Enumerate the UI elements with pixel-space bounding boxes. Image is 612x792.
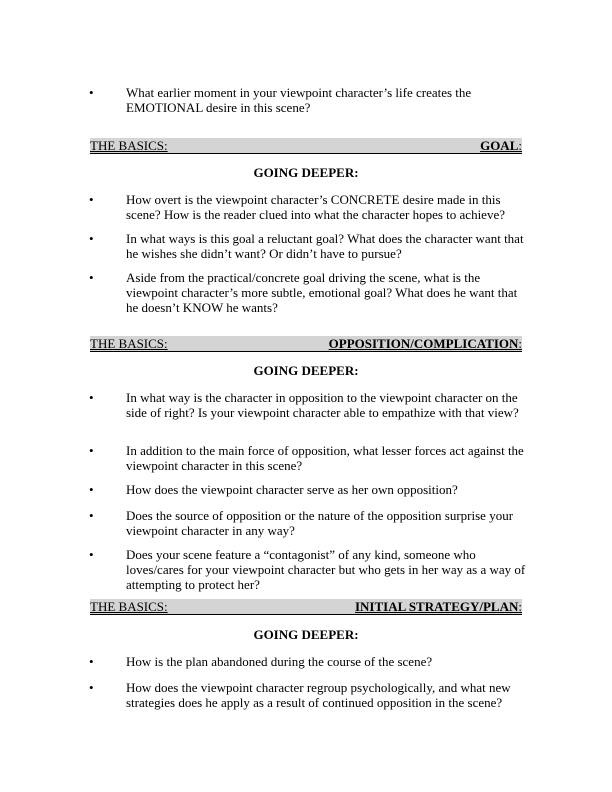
basics-bar-strategy bbox=[90, 599, 522, 615]
basics-bar-opposition bbox=[90, 336, 522, 352]
basics-topic: GOAL: bbox=[480, 138, 522, 153]
question-text: In what ways is this goal a reluctant goal? What does the character want that he wishes she didn’t want? Or didn’t have to pursue? bbox=[126, 231, 524, 261]
question-text: Aside from the practical/concrete goal driving the scene, what is the viewpoint character’s more subtle, emotional goal? What does he want that he doesn’t KNOW he wants? bbox=[126, 270, 518, 315]
bullet-icon: • bbox=[89, 192, 94, 207]
question-text: What earlier moment in your viewpoint character’s life creates the EMOTIONAL desire in this scene? bbox=[126, 85, 472, 115]
bullet-icon: • bbox=[89, 482, 94, 497]
bullet-icon: • bbox=[89, 680, 94, 695]
bullet-icon: • bbox=[89, 654, 94, 669]
section-heading: GOING DEEPER: bbox=[253, 363, 359, 378]
question-text: In addition to the main force of opposition, what lesser forces act against the viewpoint character in this scene? bbox=[126, 443, 524, 473]
basics-bar-goal bbox=[90, 138, 522, 154]
basics-topic: INITIAL STRATEGY/PLAN: bbox=[354, 599, 522, 614]
question-text: Does the source of opposition or the nature of the opposition surprise your viewpoint character in any way? bbox=[126, 508, 514, 538]
section-heading: GOING DEEPER: bbox=[253, 627, 359, 642]
bullet-icon: • bbox=[89, 508, 94, 523]
question-text: In what way is the character in opposition to the viewpoint character on the side of right? Is your viewpoint character able to empathize with that view? bbox=[126, 390, 519, 420]
question-text: How is the plan abandoned during the course of the scene? bbox=[126, 654, 433, 669]
bullet-icon: • bbox=[89, 443, 94, 458]
question-text: Does your scene feature a “contagonist” of any kind, someone who loves/cares for your viewpoint character but who gets in her way as a way of attempting to protect her? bbox=[126, 547, 526, 592]
basics-label: THE BASICS: bbox=[90, 599, 168, 614]
section-heading: GOING DEEPER: bbox=[253, 165, 359, 180]
question-text: How overt is the viewpoint character’s CONCRETE desire made in this scene? How is the reader clued into what the character hopes to achieve? bbox=[126, 192, 505, 222]
bullet-icon: • bbox=[89, 231, 94, 246]
bullet-icon: • bbox=[89, 270, 94, 285]
question-text: How does the viewpoint character serve as her own opposition? bbox=[126, 482, 458, 497]
question-text: How does the viewpoint character regroup psychologically, and what new strategies does he apply as a result of continued opposition in the scene? bbox=[126, 680, 511, 710]
basics-label: THE BASICS: bbox=[90, 336, 168, 351]
bullet-icon: • bbox=[89, 85, 94, 100]
basics-topic: OPPOSITION/COMPLICATION: bbox=[328, 336, 522, 351]
basics-label: THE BASICS: bbox=[90, 138, 168, 153]
bullet-icon: • bbox=[89, 390, 94, 405]
bullet-icon: • bbox=[89, 547, 94, 562]
